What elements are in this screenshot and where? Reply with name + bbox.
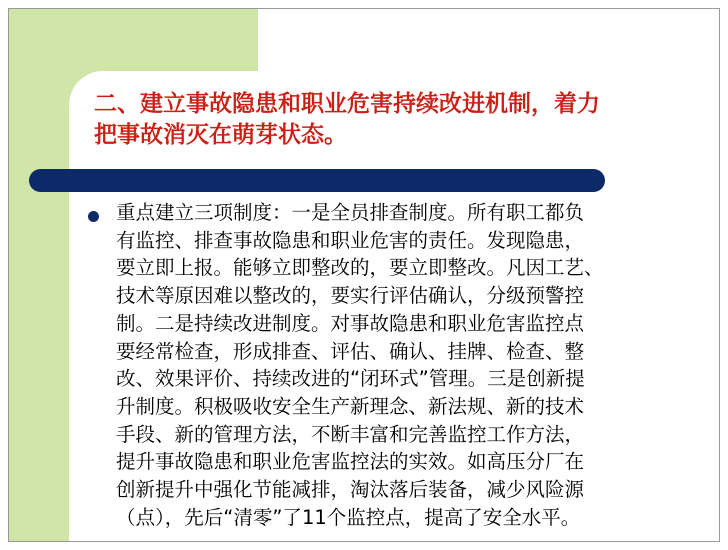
paragraph-line: 要立即上报。能够立即整改的，要立即整改。凡因工艺、 xyxy=(116,256,604,280)
paragraph-line: 有监控、排查事故隐患和职业危害的责任。发现隐患， xyxy=(116,228,585,252)
paragraph-line: （点），先后“清零”了11个监控点，提高了安全水平。 xyxy=(116,505,581,529)
paragraph-line: 重点建立三项制度：一是全员排查制度。所有职工都负 xyxy=(116,201,585,224)
paragraph-line: 创新提升中强化节能减排，淘汰落后装备，减少风险源 xyxy=(116,478,585,502)
decorative-green-strip xyxy=(9,9,69,541)
paragraph-line: 提升事故隐患和职业危害监控法的实效。如高压分厂在 xyxy=(116,450,585,474)
paragraph-line: 制。二是持续改进制度。对事故隐患和职业危害监控点 xyxy=(116,311,585,335)
paragraph-line: 要经常检查，形成排查、评估、确认、挂牌、检查、整 xyxy=(116,339,585,363)
paragraph-line: 技术等原因难以整改的，要实行评估确认，分级预警控 xyxy=(116,284,585,308)
slide-title-line: 把事故消灭在萌芽状态。 xyxy=(94,122,347,148)
bullet-paragraph xyxy=(116,199,716,531)
slide-title-line: 二、建立事故隐患和职业危害持续改进机制，着力 xyxy=(94,91,600,117)
slide-title xyxy=(94,89,712,151)
slide xyxy=(8,8,720,542)
title-divider-bar xyxy=(29,169,605,192)
paragraph-line: 升制度。积极吸收安全生产新理念、新法规、新的技术 xyxy=(116,394,585,418)
paragraph-line: 手段、新的管理方法，不断丰富和完善监控工作方法， xyxy=(116,422,585,446)
bullet-icon xyxy=(88,211,99,222)
paragraph-line: 改、效果评价、持续改进的“闭环式”管理。三是创新提 xyxy=(116,367,585,391)
